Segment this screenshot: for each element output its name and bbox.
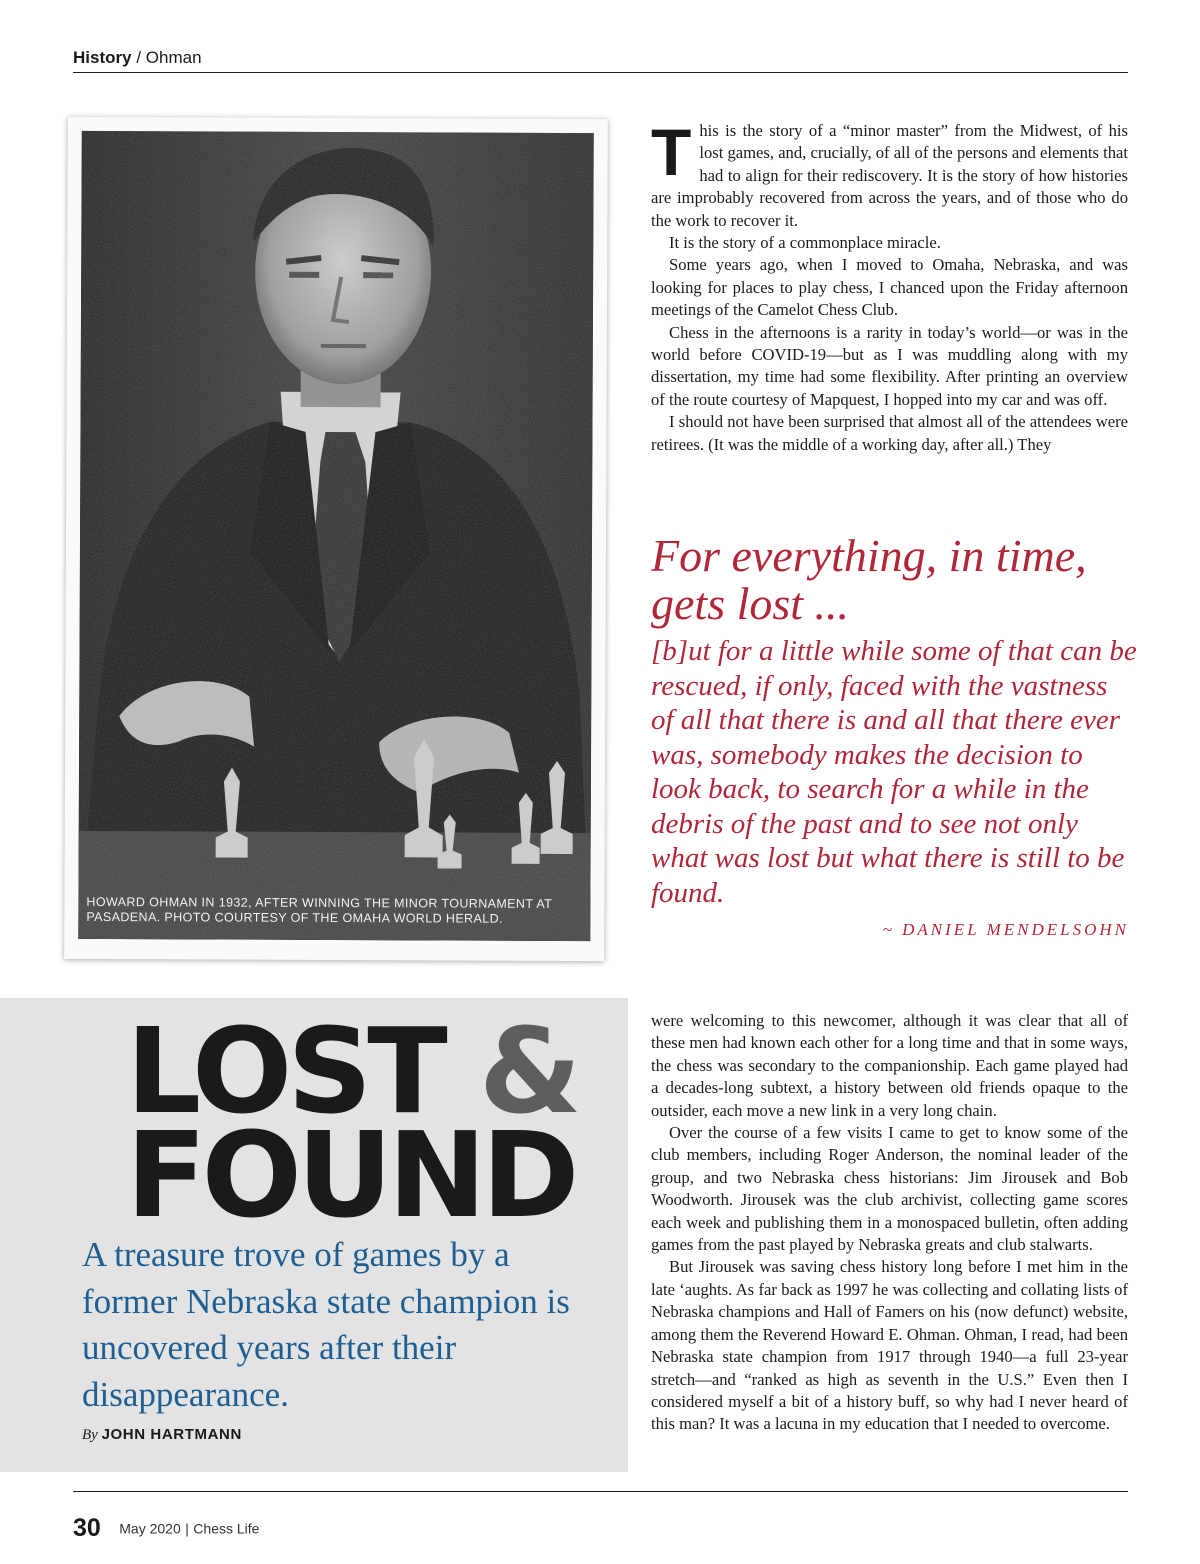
section-separator: / — [136, 48, 142, 67]
title-panel — [0, 998, 628, 1472]
top-rule — [73, 72, 1128, 73]
portrait-illustration — [78, 131, 594, 941]
article-paragraph: Over the course of a few visits I came to get to know some of the club members, including Roger Anderson, the nominal leader of the group, and two Nebraska chess historians: Jim Jirousek and Bob Woodworth. Jirousek was the club archivist, collecting game scores each week and publishing them in a monospaced bulletin, often adding games from the past played by Nebraska greats and club stalwarts. — [651, 1123, 1128, 1255]
pull-quote-headline: For everything, in time, gets lost ... — [651, 530, 1087, 629]
footer-issue: May 2020 — [119, 1520, 181, 1537]
byline — [82, 1426, 242, 1444]
pull-quote-body: [b]ut for a little while some of that can be rescued, if only, faced with the vastness of all that there is and all that there ever was, somebody makes the decision to look back, to search for a while in the debris of the past and to see not only what was lost but what there is still to be found. — [651, 635, 1137, 909]
running-head-author: Ohman — [145, 48, 202, 67]
article-paragraph — [651, 115, 1128, 232]
title-ampersand: & — [478, 1002, 577, 1140]
section-label: History — [73, 48, 132, 67]
article-column-bottom — [651, 1010, 1128, 1436]
title-line-2: FOUND — [126, 1106, 575, 1244]
article-paragraph: Some years ago, when I moved to Omaha, Nebraska, and was looking for places to play chess, I chanced upon the Friday afternoon meetings of the Camelot Chess Club. — [651, 255, 1128, 320]
page-footer — [73, 1514, 259, 1543]
title-dek: A treasure trove of games by a former Nebraska state champion is uncovered years after their disappearance. — [82, 1235, 570, 1414]
portrait-photo — [78, 131, 594, 941]
article-paragraph: Chess in the afternoons is a rarity in today’s world—or was in the world before COVID-19—but as I was muddling along with my dissertation, my time had some flexibility. After printing an overview of the route courtesy of Mapquest, I hopped into my car and was off. — [651, 322, 1128, 409]
page-number: 30 — [73, 1514, 101, 1542]
pull-quote — [651, 532, 1137, 940]
footer-divider: | — [185, 1520, 189, 1537]
photo-caption: HOWARD OHMAN IN 1932, AFTER WINNING THE MINOR TOURNAMENT AT PASADENA. PHOTO COURTESY OF THE OMAHA WORLD HERALD. — [86, 894, 553, 926]
byline-author: JOHN HARTMANN — [101, 1426, 242, 1443]
byline-by: By — [82, 1427, 98, 1443]
bottom-rule — [73, 1491, 1128, 1492]
article-column-top — [651, 115, 1128, 456]
title-word-lost: LOST — [126, 1002, 443, 1140]
article-paragraph: were welcoming to this newcomer, although it was clear that all of these men had known each other for a long time and that in some ways, the chess was secondary to the companionship. Each game played had a decades-long subtext, a history between old friends opaque to the outsider, each move a new link in a very long chain. — [651, 1011, 1128, 1120]
running-head — [73, 48, 202, 68]
article-paragraph: It is the story of a commonplace miracle. — [669, 233, 941, 253]
drop-cap: T — [651, 115, 692, 189]
article-paragraph: I should not have been surprised that almost all of the attendees were retirees. (It was the middle of a working day, after all.) They — [651, 412, 1128, 454]
footer-magazine: Chess Life — [193, 1520, 260, 1537]
article-paragraph: But Jirousek was saving chess history long before I met him in the late ‘aughts. As far back as 1997 he was collecting and collating lists of Nebraska champions and Hall of Famers on his (now defunct) website, among them the Reverend Howard E. Ohman. Ohman, I read, had been Nebraska state champion from 1917 through 1940—a full 23-year stretch—and “ranked as high as seventh in the U.S.” Even then I considered myself a bit of a history buff, so why had I never heard of this man? It was a lacuna in my education that I needed to overcome. — [651, 1257, 1128, 1434]
pull-quote-attribution: ~ DANIEL MENDELSOHN — [882, 920, 1129, 939]
article-paragraph-text: his is the story of a “minor master” from the Midwest, of his lost games, and, crucially, of all of the persons and elements that had to align for their rediscovery. It is the story of how histories are improbably recovered from across the years, and of those who do the work to recover it. — [651, 121, 1128, 230]
photo-frame — [64, 117, 608, 961]
